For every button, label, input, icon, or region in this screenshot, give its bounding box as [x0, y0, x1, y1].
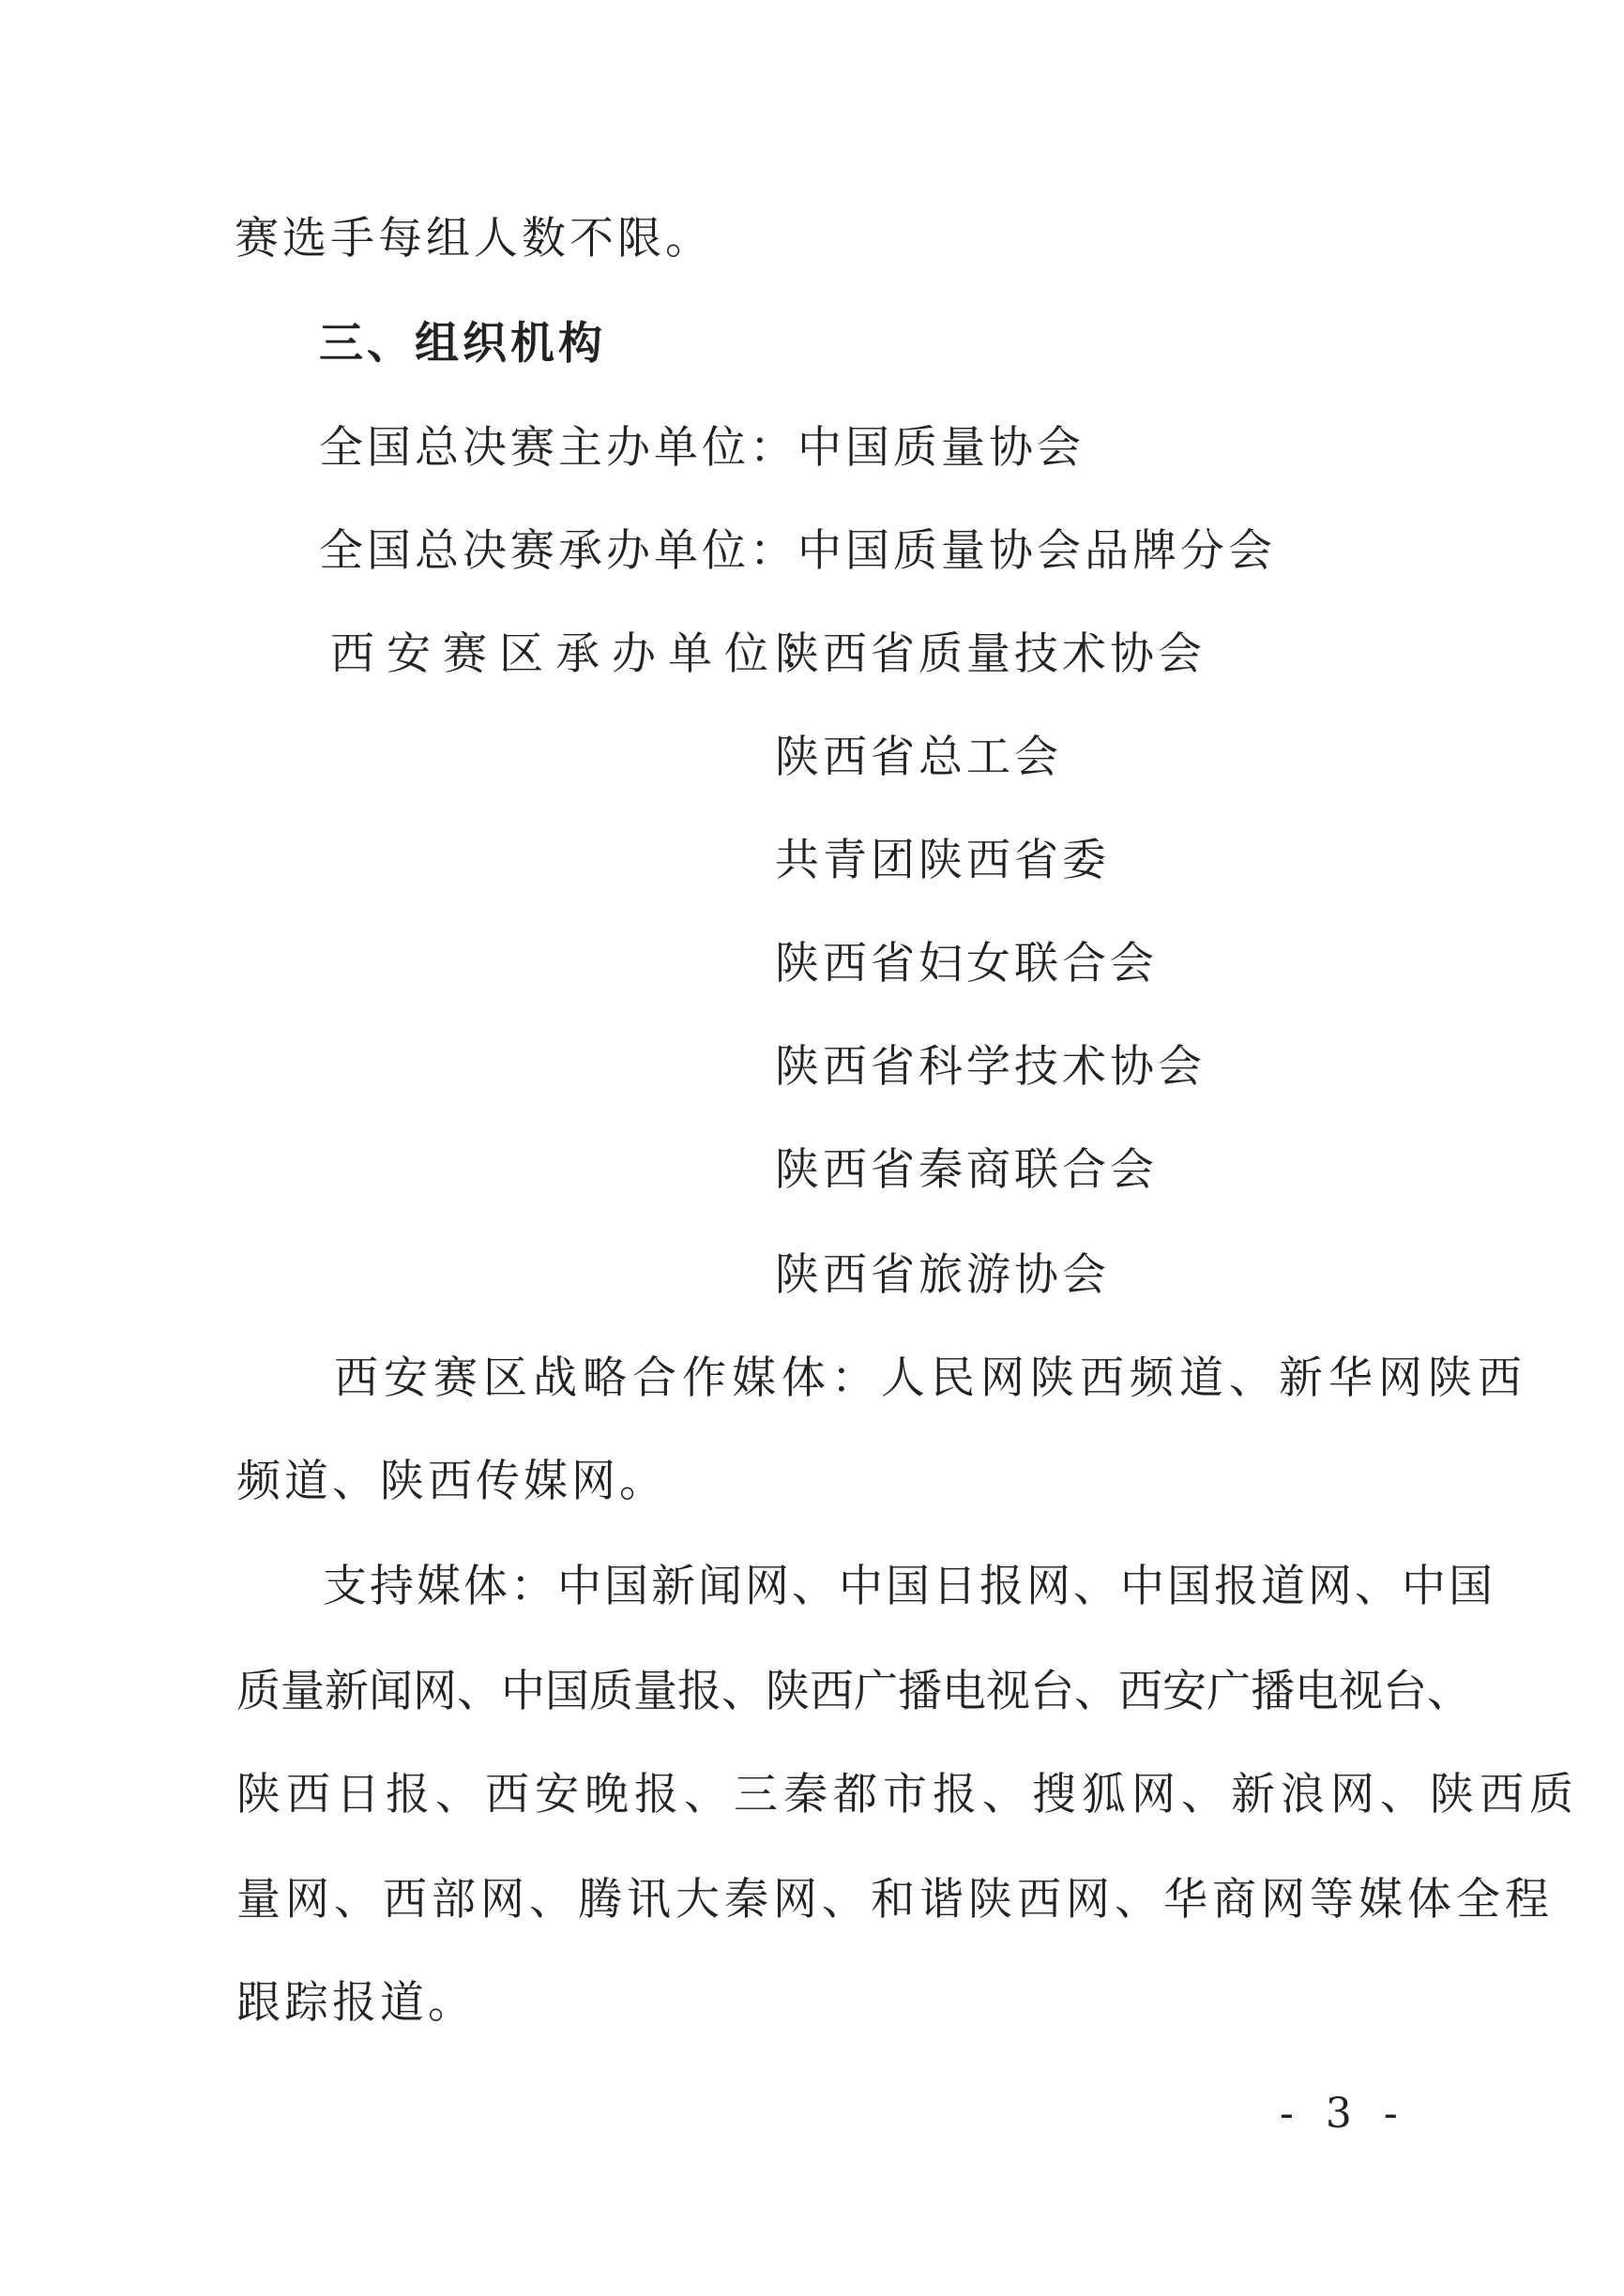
host-line — [319, 523, 1276, 580]
strategic-media-line: 西安赛区战略合作媒体：人民网陕西频道、新华网陕西 — [334, 1352, 1527, 1404]
page-number: - 3 - — [1280, 2090, 1407, 2137]
organizer-label: 全国总决赛主办单位： — [319, 422, 797, 474]
organizer-line — [319, 420, 1085, 476]
xian-host-unit: 陕西省秦商联合会 — [775, 1144, 1158, 1196]
support-media-line: 跟踪报道。 — [236, 1977, 476, 2029]
host-value: 中国质量协会品牌分会 — [797, 525, 1276, 577]
xian-host-unit: 陕西省妇女联合会 — [775, 938, 1158, 989]
continuation-text: 赛选手每组人数不限。 — [235, 213, 713, 264]
section-heading: 三、组织机构 — [319, 318, 606, 370]
xian-host-unit: 陕西省旅游协会 — [775, 1249, 1110, 1301]
support-media-line: 支持媒体：中国新闻网、中国日报网、中国报道网、中国 — [323, 1561, 1495, 1612]
xian-host-unit: 陕西省科学技术协会 — [775, 1041, 1206, 1093]
support-media-line: 质量新闻网、中国质量报、陕西广播电视台、西安广播电视台、 — [236, 1666, 1471, 1717]
xian-host-unit: 陕西省质量技术协会 — [775, 628, 1206, 680]
support-media-line: 陕西日报、西安晚报、三秦都市报、搜狐网、新浪网、陕西质 — [236, 1769, 1579, 1820]
organizer-value: 中国质量协会 — [797, 422, 1085, 474]
strategic-media-line: 频道、陕西传媒网。 — [236, 1456, 667, 1507]
support-media-line: 量网、西部网、腾讯大秦网、和谐陕西网、华商网等媒体全程 — [236, 1874, 1554, 1926]
host-label: 全国总决赛承办单位： — [319, 525, 797, 577]
xian-host-unit: 共青团陕西省委 — [775, 835, 1110, 886]
xian-host-unit: 陕西省总工会 — [775, 732, 1062, 783]
xian-hosts-label: 西安赛区承办单位： — [330, 628, 837, 680]
